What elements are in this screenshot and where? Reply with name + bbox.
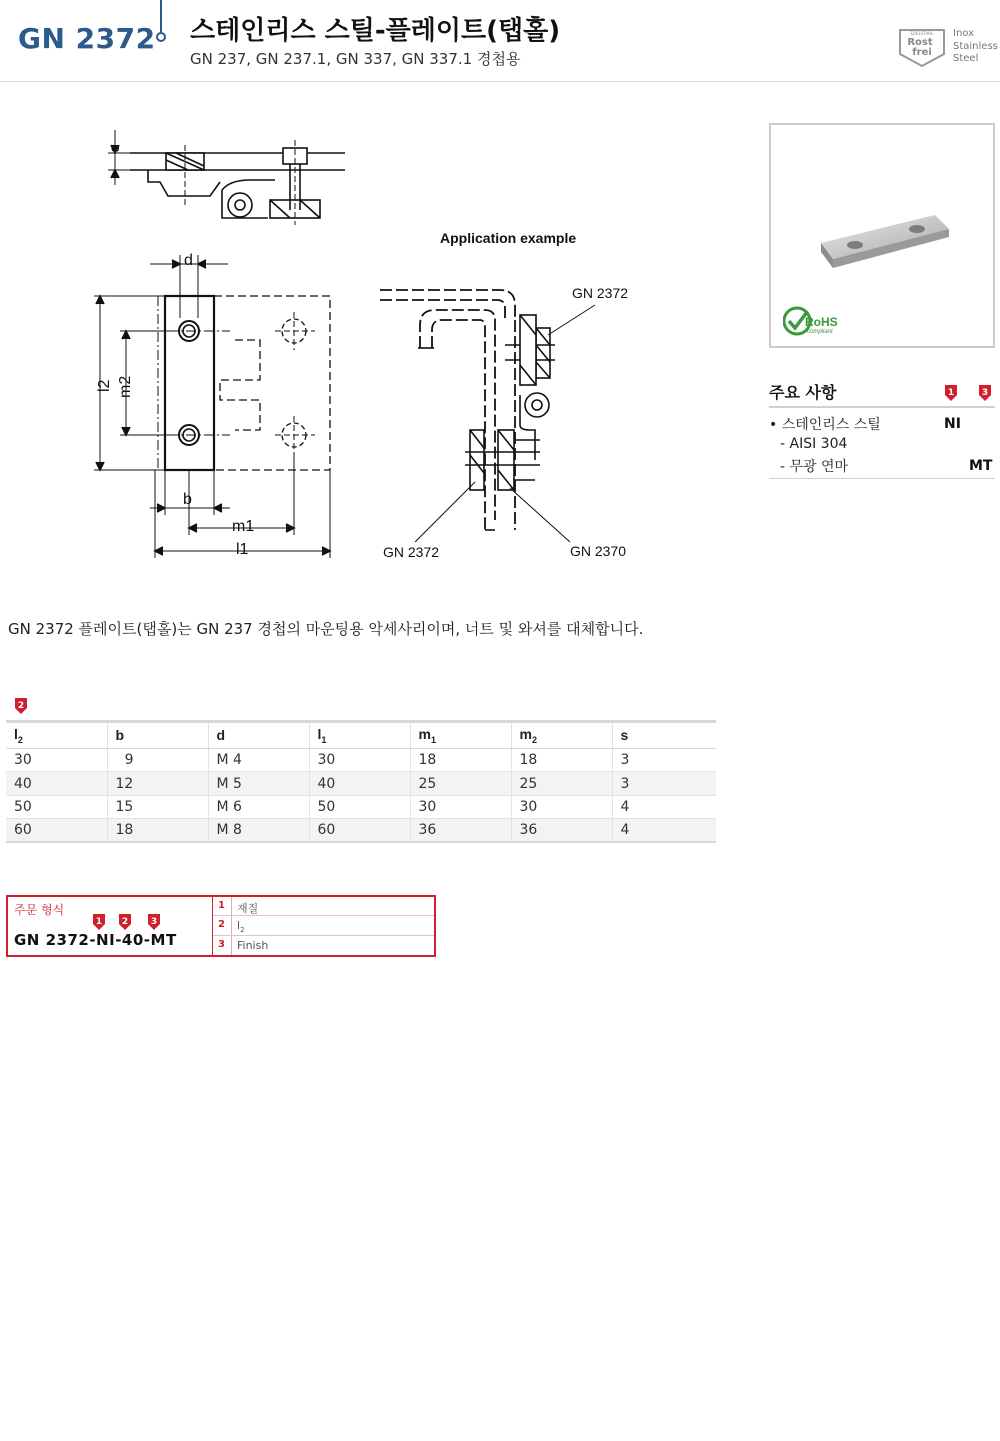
cell: 30 [511, 795, 612, 819]
page-subtitle: GN 237, GN 237.1, GN 337, GN 337.1 경첩용 [190, 50, 521, 68]
cell: 30 [6, 748, 107, 772]
cell: 4 [612, 795, 716, 819]
rostfrei-badge-icon [898, 28, 948, 68]
marker-1-icon [944, 384, 958, 402]
header-s [612, 722, 716, 749]
cell: 15 [107, 795, 208, 819]
feature-material-code: NI [944, 416, 961, 432]
header-divider-dot [156, 32, 166, 42]
plate-front-view [94, 255, 330, 558]
header-b [107, 722, 208, 749]
header-divider [160, 0, 162, 32]
order-row-separator [231, 897, 232, 915]
cell: 50 [309, 795, 410, 819]
order-row-text [237, 919, 245, 934]
header-main: l [317, 726, 322, 742]
order-marker-2-text: 2 [121, 917, 129, 927]
badge-caption-line: Steel [953, 53, 979, 64]
dim-label-m2: m2 [117, 375, 134, 398]
page-header [0, 0, 1000, 82]
cell: 18 [107, 819, 208, 843]
technical-drawing [90, 120, 650, 580]
dim-label-s: s [106, 145, 122, 152]
table-row [6, 795, 716, 819]
header-main: l [14, 726, 18, 742]
marker-1-text: 1 [947, 388, 955, 398]
callout-gn2370: GN 2370 [570, 543, 627, 559]
feature-finish-code: MT [969, 458, 993, 474]
cell: 3 [612, 772, 716, 796]
cell: 36 [410, 819, 511, 843]
header-sub: 1 [321, 734, 327, 745]
cell: 30 [410, 795, 511, 819]
features-rule [769, 406, 995, 408]
callout-gn2372-top: GN 2372 [572, 285, 629, 301]
badge-caption-line: Stainless [953, 40, 998, 52]
feature-aisi: - AISI 304 [780, 436, 848, 452]
header-main: s [620, 727, 629, 744]
table-row [6, 772, 716, 796]
order-row-main: l [237, 919, 241, 933]
cell: 40 [6, 772, 107, 796]
product-code: GN 2372 [18, 22, 156, 55]
order-row [213, 897, 434, 916]
order-marker-3-text: 3 [150, 917, 158, 927]
order-row-number: 3 [218, 938, 225, 950]
cell: 9 [107, 748, 208, 772]
badge-caption-line: Inox [953, 28, 975, 39]
marker-3-text: 3 [981, 388, 989, 398]
marker-2-text: 2 [17, 701, 25, 711]
cell: 25 [511, 772, 612, 796]
header-sub: 2 [531, 734, 537, 745]
cell: M 6 [208, 795, 309, 819]
cell: 36 [511, 819, 612, 843]
header-sub: 2 [17, 734, 23, 745]
cell: 4 [612, 819, 716, 843]
header-d [208, 722, 309, 749]
cell: 40 [309, 772, 410, 796]
dim-label-d: d [184, 252, 193, 269]
cell: 25 [410, 772, 511, 796]
order-row-sub: 2 [240, 926, 245, 935]
rohs-compliant-icon [783, 303, 845, 339]
cell: 60 [309, 819, 410, 843]
cell: 12 [107, 772, 208, 796]
cell: M 4 [208, 748, 309, 772]
dim-label-m1: m1 [232, 518, 255, 535]
feature-finish: - 무광 연마 [780, 459, 849, 475]
order-title: 주문 형식 [14, 903, 65, 917]
order-marker-1-text: 1 [95, 917, 103, 927]
dim-label-l1: l1 [236, 541, 249, 558]
badge-line2-text: frei [912, 47, 932, 58]
cell: 30 [309, 748, 410, 772]
cell: 50 [6, 795, 107, 819]
header-m1 [410, 722, 511, 749]
badge-line1-text: Rost [907, 37, 933, 48]
cell: 18 [511, 748, 612, 772]
cell: M 5 [208, 772, 309, 796]
order-marker-1-icon [92, 913, 106, 931]
dim-label-b: b [183, 491, 192, 508]
section-view [108, 130, 345, 225]
cell: M 8 [208, 819, 309, 843]
page-title: 스테인리스 스틸-플레이트(탭홀) [190, 16, 561, 46]
header-main: m [418, 726, 431, 742]
cell: 3 [612, 748, 716, 772]
order-row-number: 1 [218, 900, 225, 911]
table-row [6, 819, 716, 843]
order-example-box [6, 895, 436, 957]
table-row [6, 748, 716, 772]
marker-2-icon [14, 697, 28, 715]
order-code: GN 2372-NI-40-MT [14, 931, 177, 949]
order-row-text: Finish [237, 938, 269, 952]
badge-caption [953, 28, 998, 66]
order-row-separator [231, 916, 232, 934]
header-main: m [519, 726, 532, 742]
product-photo [769, 123, 995, 348]
badge-top-text: EDELSTAHL [910, 31, 934, 36]
features-title: 주요 사항 [769, 383, 837, 402]
order-row [213, 916, 434, 935]
header-m2 [511, 722, 612, 749]
cell: 18 [410, 748, 511, 772]
order-marker-2-icon [118, 913, 132, 931]
table-header-row [6, 722, 716, 749]
dimension-table [6, 720, 716, 843]
marker-3-icon [978, 384, 992, 402]
application-example-view [380, 290, 595, 542]
product-description: GN 2372 플레이트(탭홀)는 GN 237 경첩의 마운팅용 악세사리이며, 너트 및 와셔를 대체합니다. [8, 620, 644, 638]
dim-label-l2: l2 [96, 379, 113, 392]
order-row-number: 2 [218, 919, 225, 931]
callout-gn2372-bottom: GN 2372 [383, 544, 440, 560]
header-main: b [115, 727, 125, 744]
cell: 60 [6, 819, 107, 843]
header-l2 [6, 722, 107, 749]
order-row-text: 재질 [237, 902, 259, 915]
feature-material: • 스테인리스 스틸 [769, 417, 881, 433]
order-row [213, 936, 434, 955]
rohs-main-text: RoHS [805, 315, 838, 329]
order-row-separator [231, 936, 232, 955]
order-marker-3-icon [147, 913, 161, 931]
header-main: d [216, 727, 226, 744]
application-example-label: Application example [440, 230, 577, 246]
header-sub: 1 [430, 734, 436, 745]
features-rule-bottom [769, 478, 995, 479]
rohs-sub-text: compliant [807, 329, 833, 335]
header-l1 [309, 722, 410, 749]
